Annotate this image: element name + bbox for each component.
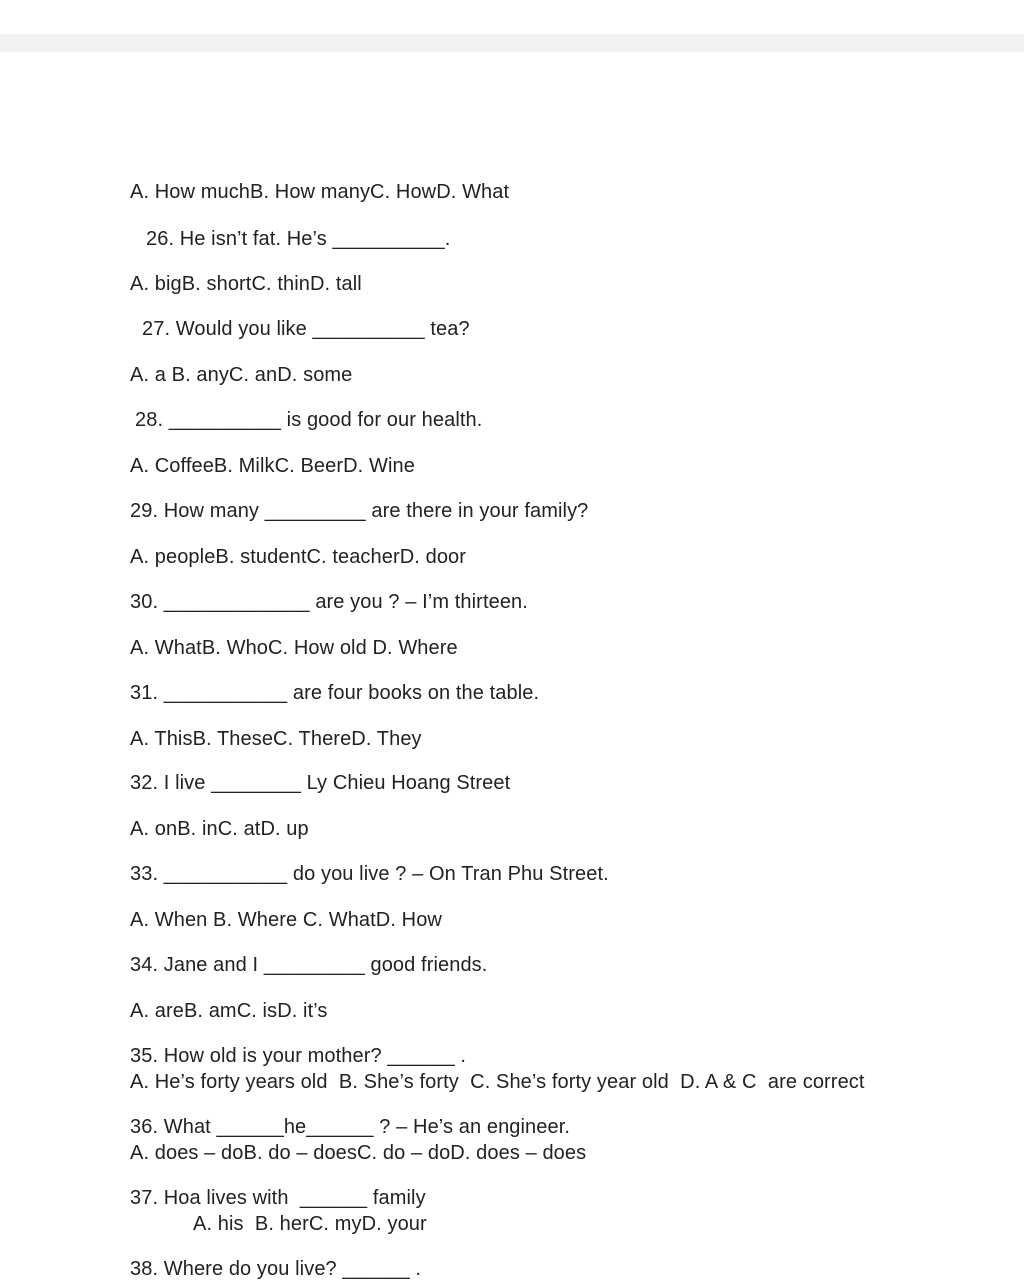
top-band xyxy=(0,0,1024,34)
answer-options-31: A. ThisB. TheseC. ThereD. They xyxy=(130,728,422,750)
answer-options-37: A. his B. herC. myD. your xyxy=(193,1213,427,1235)
question-36: 36. What ______he______ ? – He’s an engineer. xyxy=(130,1116,571,1138)
question-27: 27. Would you like __________ tea? xyxy=(142,318,470,340)
answer-options-33: A. When B. Where C. WhatD. How xyxy=(130,909,442,931)
answer-options-27: A. a B. anyC. anD. some xyxy=(130,364,353,386)
question-30: 30. _____________ are you ? – I’m thirteen. xyxy=(130,591,528,613)
answer-options-36: A. does – doB. do – doesC. do – doD. does – does xyxy=(130,1142,587,1164)
answer-options-35: A. He’s forty years old B. She’s forty C. She’s forty year old D. A & C are correct xyxy=(130,1071,865,1093)
question-38: 38. Where do you live? ______ . xyxy=(130,1258,422,1280)
answer-options-26: A. bigB. shortC. thinD. tall xyxy=(130,273,362,295)
question-31: 31. ___________ are four books on the table. xyxy=(130,682,540,704)
question-35: 35. How old is your mother? ______ . xyxy=(130,1045,467,1067)
question-26: 26. He isn’t fat. He’s __________. xyxy=(146,228,451,250)
question-28: 28. __________ is good for our health. xyxy=(135,409,483,431)
document-page xyxy=(0,52,1024,1280)
question-34: 34. Jane and I _________ good friends. xyxy=(130,954,488,976)
question-37: 37. Hoa lives with ______ family xyxy=(130,1187,426,1209)
question-29: 29. How many _________ are there in your family? xyxy=(130,500,589,522)
question-32: 32. I live ________ Ly Chieu Hoang Street xyxy=(130,772,511,794)
answer-options-34: A. areB. amC. isD. it’s xyxy=(130,1000,328,1022)
answer-options-32: A. onB. inC. atD. up xyxy=(130,818,309,840)
answer-options-29: A. peopleB. studentC. teacherD. door xyxy=(130,546,467,568)
answer-options-25: A. How muchB. How manyC. HowD. What xyxy=(130,181,510,203)
question-33: 33. ___________ do you live ? – On Tran Phu Street. xyxy=(130,863,609,885)
answer-options-28: A. CoffeeB. MilkC. BeerD. Wine xyxy=(130,455,415,477)
answer-options-30: A. WhatB. WhoC. How old D. Where xyxy=(130,637,458,659)
